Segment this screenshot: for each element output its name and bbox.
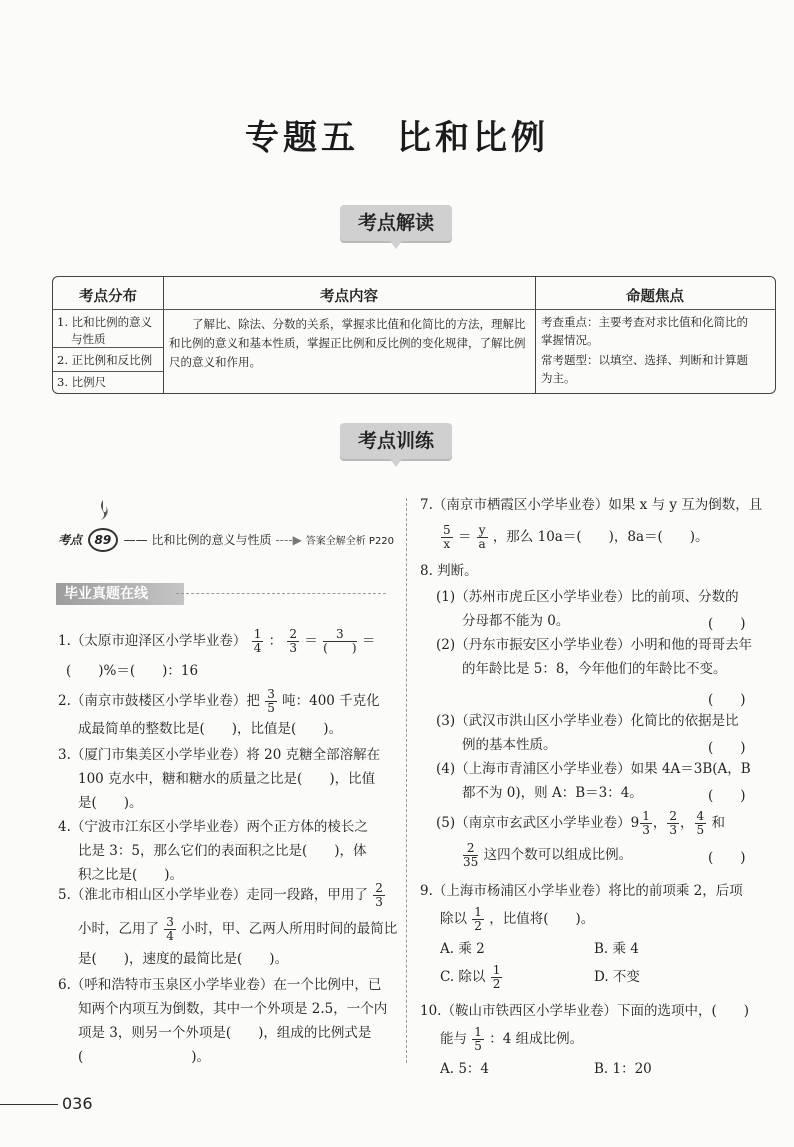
question-8-4-line2: 都不为 0)，则 A：B＝3：4。 [462,785,643,801]
question-8-4: (4)（上海市青浦区小学毕业卷）如果 4A＝3B(A，B [436,761,751,777]
question-8-2-line2: 的年龄比是 5：8，今年他们的年龄比不变。 [462,661,727,677]
content-line-1: 了解比、除法、分数的关系，掌握求比值和化简比的方法，理解比 [169,317,526,331]
question-9-option-c: C. 除以 $\frac{1}{2}$ [440,963,501,991]
column-divider [406,498,407,1063]
kaodian-label: 考点 [58,533,83,547]
page-title: 专题五 比和比例 [245,118,549,158]
question-6: 6.（呼和浩特市玉泉区小学毕业卷）在一个比例中，已 [58,977,382,993]
answer-reference: 答案全解全析 P220 [305,536,395,547]
table-header-focus: 命题焦点 [626,289,684,305]
kaodian-number: 89 [88,528,118,552]
content-line-2: 和比例的意义和基本性质，掌握正比例和反比例的变化规律，了解比例 [169,336,526,350]
question-9-line2: 除以 $\frac{1}{2}$ ，比值将( )。 [440,905,595,933]
question-8-5: (5)（南京市玄武区小学毕业卷）9 $\frac{1}{3}$ ， $\frac{2}{3}$ ， $\frac{4}{5}$ 和 [436,809,725,837]
page-number: 036 [62,1094,93,1113]
section-reading-label: 考点解读 [340,205,452,241]
focus-line-2: 掌握情况。 [541,333,599,347]
question-1: 1.（太原市迎泽区小学毕业卷） $\frac{1}{4}$ ： $\frac{2}{3}$ ＝ $\frac{3}{( )}$ ＝ [58,627,376,655]
question-8-1-line2: 分母都不能为 0。 [462,613,570,629]
question-10-option-b: B. 1：20 [594,1061,652,1077]
question-3: 3.（厦门市集美区小学毕业卷）将 20 克糖全部溶解在 [58,747,381,763]
question-5: 5.（淮北市相山区小学毕业卷）走同一段路，甲用了 $\frac{2}{3}$ [58,881,383,909]
question-8-5-blank: ( ) [708,850,746,866]
question-8-1: (1)（苏州市虎丘区小学毕业卷）比的前项、分数的 [436,589,739,605]
question-8-2: (2)（丹东市振安区小学毕业卷）小明和他的哥哥去年 [436,637,753,653]
question-8-1-blank: ( ) [708,616,746,632]
question-7: 7.（南京市栖霞区小学毕业卷）如果 x 与 y 互为倒数，且 [420,497,763,513]
question-2: 2.（南京市鼓楼区小学毕业卷）把 $\frac{3}{5}$ 吨：400 千克化 [58,687,380,715]
content-line-3: 尺的意义和作用。 [169,355,261,369]
banner-graduation-questions: 毕业真题在线 [56,583,184,605]
question-8-5-line2: $\frac{2}{35}$ 这四个数可以组成比例。 [463,841,633,869]
question-10: 10.（鞍山市铁西区小学毕业卷）下面的选项中，( ) [420,1003,750,1019]
question-5-line2: 小时，乙用了 $\frac{3}{4}$ 小时，甲、乙两人所用时间的最简比 [78,915,398,943]
question-8-title: 8. 判断。 [420,563,478,579]
kaodian-header: 考点 89 —— 比和比例的意义与性质 ----▶ 答案全解全析 P220 [58,528,394,552]
question-6-line4: ( )。 [78,1049,211,1065]
question-8-4-blank: ( ) [708,788,746,804]
distribution-item-1b: 与性质 [71,332,106,346]
question-9-option-a: A. 乘 2 [440,941,485,957]
question-7-line2: $\frac{5}{x}$ ＝ $\frac{y}{a}$ ，那么 10a＝( )，8a＝( )。 [443,523,709,551]
question-6-line2: 知两个内项互为倒数，其中一个外项是 2.5，一个内 [78,1001,388,1017]
question-9-option-d: D. 不变 [594,969,640,985]
exam-point-table [52,276,776,394]
question-10-line2: 能与 $\frac{1}{5}$ ：4 组成比例。 [440,1025,584,1053]
question-8-3-blank: ( ) [708,740,746,756]
table-header-content: 考点内容 [320,289,378,305]
section-training-label: 考点训练 [340,423,452,459]
question-10-option-a: A. 5：4 [440,1061,490,1077]
focus-line-3: 常考题型：以填空、选择、判断和计算题 [541,353,748,367]
question-4-line3: 积之比是( )。 [78,867,184,883]
footer-rule [0,1104,58,1105]
question-1-line2: ( )%＝( )：16 [66,663,199,679]
table-header-distribution: 考点分布 [79,289,137,305]
kaodian-topic: 比和比例的意义与性质 [151,533,272,547]
question-8-3-line2: 例的基本性质。 [462,737,557,753]
question-6-line3: 项是 3，则另一个外项是( )，组成的比例式是 [78,1025,372,1041]
distribution-item-3: 3. 比例尺 [57,375,107,389]
question-4-line2: 比是 3：5，那么它们的表面积之比是( )，体 [78,843,367,859]
question-8-2-blank: ( ) [708,692,746,708]
focus-line-4: 为主。 [541,371,576,385]
question-2-line2: 成最简单的整数比是( )，比值是( )。 [78,721,343,737]
question-3-line3: 是( )。 [78,795,143,811]
distribution-item-2: 2. 正比例和反比例 [57,353,153,367]
flame-icon [92,498,114,528]
question-9: 9.（上海市杨浦区小学毕业卷）将比的前项乘 2，后项 [420,883,743,899]
question-8-3: (3)（武汉市洪山区小学毕业卷）化简比的依据是比 [436,713,739,729]
question-3-line2: 100 克水中，糖和糖水的质量之比是( )，比值 [78,771,376,787]
focus-line-1: 考查重点：主要考查对求比值和化简比的 [541,315,748,329]
question-5-line3: 是( )，速度的最简比是( )。 [78,951,289,967]
distribution-item-1: 1. 比和比例的意义 [57,315,153,329]
question-9-option-b: B. 乘 4 [594,941,639,957]
question-4: 4.（宁波市江东区小学毕业卷）两个正方体的棱长之 [58,819,368,835]
